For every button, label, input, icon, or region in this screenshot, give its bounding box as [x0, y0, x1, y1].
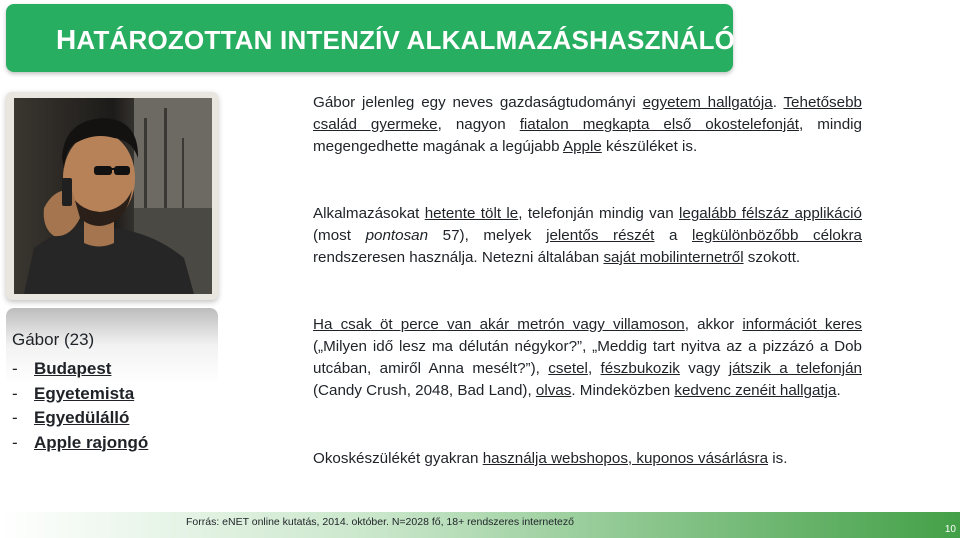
text-segment: készüléket is.	[601, 138, 698, 155]
underlined-text: információt keres	[742, 316, 862, 333]
text-segment: szokott.	[743, 249, 801, 266]
title-first-letter: H	[56, 24, 77, 55]
page-title	[56, 24, 735, 56]
underlined-text: egyetem hallgatója	[642, 94, 773, 111]
text-segment: Okoskészülékét gyakran	[313, 450, 483, 467]
underlined-text: fiatalon megkapta első okostelefonját	[519, 116, 800, 133]
text-segment: .	[836, 382, 841, 399]
text-segment: is.	[768, 450, 788, 467]
text-segment: 57), melyek	[428, 227, 547, 244]
text-segment: pontosan	[365, 227, 429, 244]
text-segment: (most	[313, 227, 366, 244]
text-segment: , mindig megengedhette magának a legújabb	[313, 116, 862, 155]
text-segment: vagy	[679, 360, 729, 377]
paragraph-background	[313, 92, 862, 158]
underlined-text: fészbukozik	[600, 360, 680, 377]
underlined-text: Tehetősebb család gyermeke	[313, 94, 862, 133]
list-item: - Egyedülálló	[12, 408, 130, 427]
text-segment: Alkalmazásokat	[313, 205, 425, 222]
underlined-text: hetente tölt le	[424, 205, 519, 222]
text-segment: Gábor jelenleg egy neves gazdaságtudományi	[313, 94, 643, 111]
text-segment: ,	[587, 360, 601, 377]
underlined-text: csetel	[548, 360, 588, 377]
persona-photo-frame	[6, 92, 218, 300]
underlined-text: Apple	[562, 138, 602, 155]
text-segment: , nagyon	[437, 116, 520, 133]
text-segment: a	[654, 227, 693, 244]
text-segment: , akkor	[684, 316, 743, 333]
text-segment: („Milyen idő lesz ma délután négykor?”, „Meddig tart nyitva az a pizzázó a Dob utcában, amiről Anna mesélt?”),	[313, 338, 862, 377]
persona-photo-illustration	[14, 98, 212, 294]
page-number: 10	[944, 524, 956, 535]
underlined-text: kedvenc zenéit hallgatja	[674, 382, 837, 399]
persona-name: Gábor (23)	[12, 330, 95, 349]
underlined-text: Ha csak öt perce van akár metrón vagy villamoson	[313, 316, 685, 333]
title-rest: ATÁROZOTTAN INTENZÍV ALKALMAZÁSHASZNÁLÓ	[76, 25, 736, 55]
text-segment: . Mindeközben	[571, 382, 675, 399]
persona-photo	[14, 98, 212, 294]
underlined-text: jelentős részét	[546, 227, 655, 244]
text-segment: rendszeresen használja. Netezni általában	[313, 249, 604, 266]
underlined-text: saját mobilinternetről	[603, 249, 744, 266]
persona-attribute-list	[12, 357, 148, 455]
underlined-text: legalább félszáz applikáció	[679, 205, 862, 222]
paragraph-shopping	[313, 448, 862, 470]
paragraph-app-usage	[313, 203, 862, 269]
text-segment: , telefonján mindig van	[518, 205, 680, 222]
title-banner	[6, 4, 736, 72]
paragraph-daily-habits	[313, 314, 862, 402]
underlined-text: olvas	[535, 382, 572, 399]
underlined-text: legkülönbözőbb célokra	[692, 227, 862, 244]
list-item: - Budapest	[12, 359, 112, 378]
list-item: - Apple rajongó	[12, 432, 149, 452]
underlined-text: játszik a telefonján	[728, 360, 862, 377]
text-segment: .	[772, 94, 784, 111]
underlined-text: használja webshopos, kuponos vásárlásra	[482, 450, 769, 467]
list-item: - Egyetemista	[12, 383, 135, 403]
text-segment: (Candy Crush, 2048, Bad Land),	[313, 382, 536, 399]
source-note: Forrás: eNET online kutatás, 2014. október. N=2028 fő, 18+ rendszeres internetező	[186, 516, 574, 528]
